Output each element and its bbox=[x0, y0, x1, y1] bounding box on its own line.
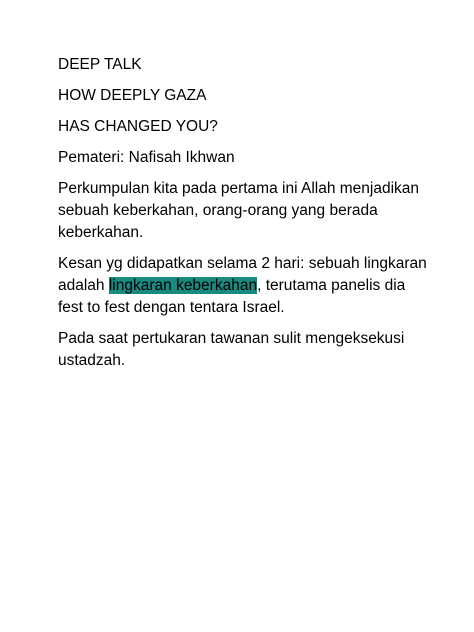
document-body bbox=[58, 54, 430, 381]
title-line-3: HAS CHANGED YOU? bbox=[58, 118, 218, 135]
paragraph-3: Pada saat pertukaran tawanan sulit mengeksekusi ustadzah. bbox=[58, 330, 405, 369]
title-line-2: HOW DEEPLY GAZA bbox=[58, 87, 207, 104]
highlighted-text: lingkaran keberkahan bbox=[108, 277, 258, 294]
paragraph-2-after: , terutama panelis dia fest to fest dengan tentara Israel. bbox=[58, 277, 406, 316]
paragraph-2-before: Kesan yg didapatkan selama 2 hari: sebuah lingkaran adalah bbox=[58, 255, 427, 294]
paragraph-2 bbox=[58, 253, 430, 319]
title-line-1: DEEP TALK bbox=[58, 56, 142, 73]
paragraph-1: Perkumpulan kita pada pertama ini Allah menjadikan sebuah keberkahan, orang-orang yang berada keberkahan. bbox=[58, 180, 420, 241]
speaker-line: Pemateri: Nafisah Ikhwan bbox=[58, 149, 235, 166]
